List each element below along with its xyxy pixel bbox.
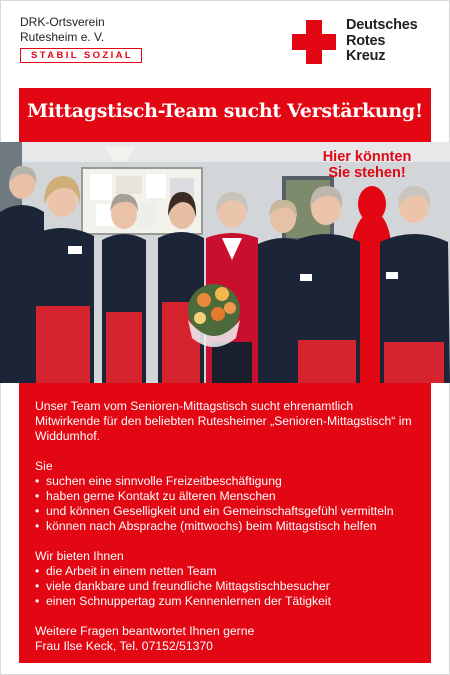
- org-name-line1: DRK-Ortsverein: [20, 15, 105, 29]
- body-text: [35, 399, 420, 654]
- logo-text: [346, 18, 418, 65]
- contact-block: [35, 624, 420, 654]
- org-name-line2: Rutesheim e. V.: [20, 30, 105, 44]
- logo-line1: Deutsches: [346, 17, 418, 33]
- contact-line2: Frau Ilse Keck, Tel. 07152/51370: [35, 639, 213, 653]
- intro-paragraph: Unser Team vom Senioren-Mittagstisch sucht ehrenamtlich Mitwirkende für den beliebten Rutesheimer „Senioren-Mittagstisch“ im Widdumhof.: [35, 399, 412, 443]
- drk-logo: [292, 17, 432, 67]
- list-item: • viele dankbare und freundliche Mittagstischbesucher: [35, 579, 420, 594]
- list-item: • die Arbeit in einem netten Team: [35, 564, 420, 579]
- stabil-sozial-badge: STABIL SOZIAL: [20, 48, 142, 63]
- sie-lead: Sie: [35, 459, 53, 473]
- offer-lead: Wir bieten Ihnen: [35, 549, 124, 563]
- headline: Mittagstisch-Team sucht Verstärkung!: [27, 100, 423, 122]
- list-item: • und können Geselligkeit und ein Gemeinschaftsgefühl vermitteln: [35, 504, 420, 519]
- list-item: • können nach Absprache (mittwochs) beim Mittagstisch helfen: [35, 519, 420, 534]
- placeholder-caption: [316, 149, 418, 181]
- sie-list: [35, 474, 420, 534]
- offer-list: [35, 564, 420, 609]
- logo-line2: Rotes: [346, 32, 386, 49]
- list-item: • suchen eine sinnvolle Freizeitbeschäftigung: [35, 474, 420, 489]
- red-cross-icon: [292, 20, 336, 64]
- placeholder-line1: Hier könnten: [322, 149, 412, 165]
- placeholder-line2: Sie stehen!: [328, 165, 406, 181]
- list-item: • haben gerne Kontakt zu älteren Menschen: [35, 489, 420, 504]
- org-block: [20, 15, 170, 63]
- list-item: • einen Schnuppertag zum Kennenlernen der Tätigkeit: [35, 594, 420, 609]
- contact-line1: Weitere Fragen beantwortet Ihnen gerne: [35, 624, 255, 638]
- logo-line3: Kreuz: [346, 48, 386, 64]
